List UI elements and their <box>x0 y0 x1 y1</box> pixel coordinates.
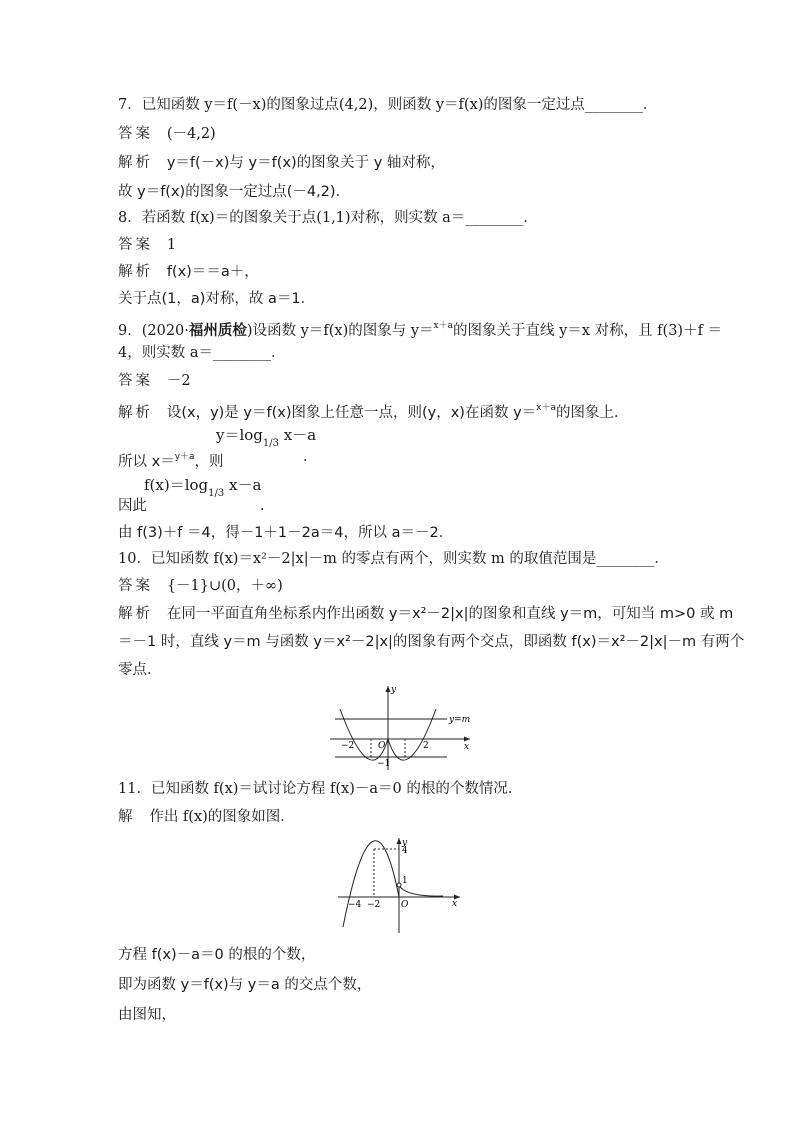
analysis-label: 解析 <box>118 405 153 421</box>
q9-answer-line <box>118 371 191 391</box>
q9-question-line2: 4，则实数 a＝________． <box>118 345 286 361</box>
tick-minus-2: −2 <box>367 900 381 910</box>
q10-analysis-text3: 零点． <box>118 662 162 678</box>
formula1-base: 1/3 <box>262 438 279 449</box>
q8-analysis-text1: f(x)＝＝a＋， <box>166 264 259 280</box>
q9-analysis-exponent: x＋a <box>536 403 557 413</box>
q9-analysis2-tail: ，则 <box>194 454 224 470</box>
q9-period2: . <box>260 498 265 514</box>
line-label: y=m <box>449 715 471 725</box>
answer-label: 答案 <box>118 237 153 253</box>
q9-analysis2-exponent: y＋a <box>174 452 195 462</box>
q7-analysis-line1 <box>118 153 445 173</box>
q9-question-part: )设函数 y＝f(x)的图象与 y＝ <box>246 323 434 339</box>
tick-minus-4: −4 <box>348 900 362 910</box>
q10-analysis-text1: 在同一平面直角坐标系内作出函数 y＝x²－2|x|的图象和直线 y＝m，可知当 m>0 或 m <box>166 606 734 622</box>
q9-source: 福州质检 <box>188 323 247 339</box>
y-axis-label: y <box>402 838 408 848</box>
q11-solution-text1: 作出 f(x)的图象如图． <box>149 809 295 825</box>
tick-minus-1: −1 <box>377 759 391 769</box>
formula1-lhs: y＝log <box>216 426 263 444</box>
tick-minus-2: −2 <box>341 741 355 751</box>
q8-answer: 1 <box>166 237 177 253</box>
q8-analysis-text2: 关于点(1，a)对称，故 a＝1． <box>118 291 316 307</box>
q9-answer: －2 <box>166 373 191 389</box>
q11-solution-text3: 即为函数 y＝f(x)与 y＝a 的交点个数， <box>118 977 372 993</box>
q7-analysis-text2: 故 y＝f(x)的图象一定过点(－4,2)． <box>118 184 351 200</box>
q7-answer-line <box>118 124 216 144</box>
q9-analysis-text1: 设(x，y)是 y＝f(x)图象上任意一点，则(y，x)在函数 y＝ <box>166 405 537 421</box>
q9-formula1 <box>216 424 316 449</box>
answer-label: 答案 <box>118 578 153 594</box>
q7-analysis-text1: y＝f(－x)与 y＝f(x)的图象关于 y 轴对称， <box>166 155 445 171</box>
q10-answer: {－1}∪(0，＋∞) <box>166 578 283 594</box>
origin-label: O <box>378 741 386 751</box>
q10-figure <box>325 682 475 772</box>
q8-question: 8．若函数 f(x)＝的图象关于点(1,1)对称，则实数 a＝________． <box>118 210 538 226</box>
formula1-rhs: x－a <box>283 426 317 444</box>
formula2-rhs: x－a <box>229 476 262 494</box>
analysis-label: 解析 <box>118 155 153 171</box>
open-point <box>397 883 401 887</box>
q9-period1: . <box>303 449 308 465</box>
q9-analysis-line3: 因此 <box>118 498 147 514</box>
q11-figure <box>333 835 463 935</box>
q9-analysis-line4: 由 f(3)＋f ＝4，得－1＋1－2a＝4，所以 a＝－2． <box>118 525 454 541</box>
x-axis-label: x <box>452 899 458 909</box>
q10-analysis-line1 <box>118 604 733 624</box>
q8-analysis-line1 <box>118 262 259 282</box>
q11-solution-text4: 由图知， <box>118 1007 176 1023</box>
q9-exponent: x＋a <box>433 321 453 331</box>
formula2-base: 1/3 <box>208 488 225 499</box>
q11-question: 11．已知函数 f(x)＝试讨论方程 f(x)－a＝0 的根的个数情况． <box>118 781 523 797</box>
q9-formula2 <box>144 474 261 499</box>
parabola-branch <box>343 841 399 927</box>
q9-analysis-line1 <box>118 398 629 423</box>
q10-answer-line <box>118 576 283 596</box>
y-axis-arrow <box>386 686 391 692</box>
solution-label: 解 <box>118 809 136 825</box>
q11-solution-text2: 方程 f(x)－a＝0 的根的个数， <box>118 947 316 963</box>
formula2-lhs: f(x)＝log <box>144 476 209 494</box>
q9-question-line1 <box>118 316 722 341</box>
y-axis-label: y <box>391 685 397 695</box>
q9-analysis-line2 <box>118 447 224 472</box>
q9-question-tail: 的图象关于直线 y＝x 对称，且 f(3)＋f ＝ <box>452 323 723 339</box>
analysis-label: 解析 <box>118 606 153 622</box>
answer-label: 答案 <box>118 126 153 142</box>
decay-branch <box>399 885 443 896</box>
x-axis-label: x <box>464 742 470 752</box>
q11-solution-line1 <box>118 807 295 827</box>
q10-analysis-text2: ＝－1 时，直线 y＝m 与函数 y＝x²－2|x|的图象有两个交点，即函数 f(x)＝x²－2|x|－m 有两个 <box>118 634 745 650</box>
q9-analysis-text1-end: 的图象上． <box>556 405 629 421</box>
origin-label: O <box>401 900 409 910</box>
analysis-label: 解析 <box>118 264 153 280</box>
y-axis-arrow <box>397 838 402 844</box>
x-axis-arrow <box>464 737 470 742</box>
answer-label: 答案 <box>118 373 153 389</box>
q7-answer: (－4,2) <box>166 126 216 142</box>
q9-number: 9．(2020· <box>118 323 189 339</box>
q8-answer-line <box>118 235 176 255</box>
q7-question: 7．已知函数 y＝f(－x)的图象过点(4,2)，则函数 y＝f(x)的图象一定过点________． <box>118 97 658 113</box>
tick-1: 1 <box>402 876 408 886</box>
tick-4: 4 <box>402 846 408 856</box>
tick-2: 2 <box>423 741 429 751</box>
q10-question: 10．已知函数 f(x)＝x²－2|x|－m 的零点有两个，则实数 m 的取值范围是________． <box>118 551 669 567</box>
q9-analysis2-text: 所以 x＝ <box>118 454 175 470</box>
